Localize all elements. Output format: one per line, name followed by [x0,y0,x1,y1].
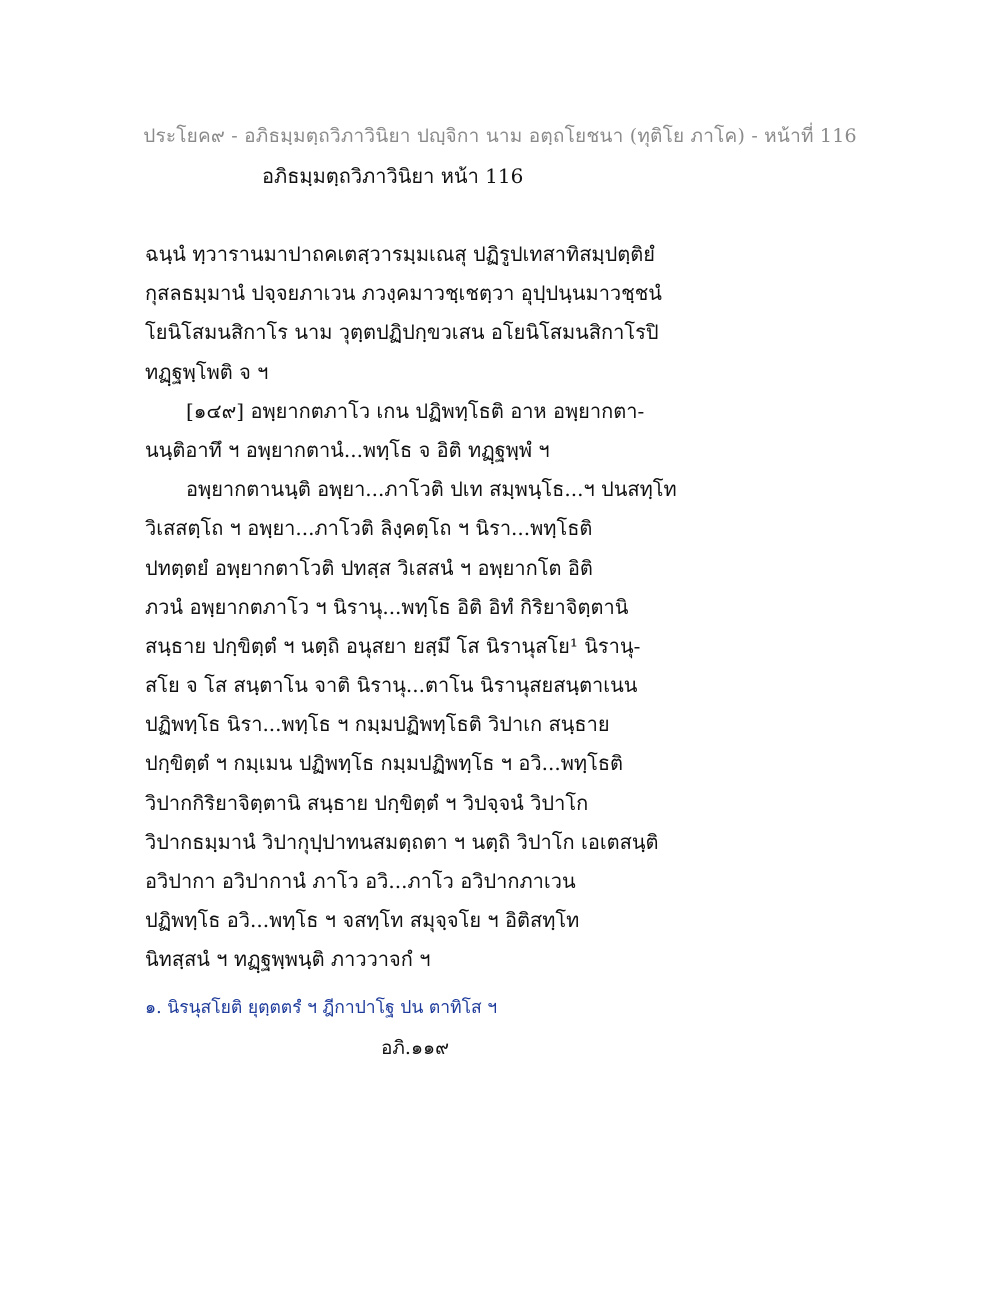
text-line: ปฏิพทฺโธ อวิ...พทฺโธ ฯ จสทฺโท สมุจฺจโย ฯ อิติสทฺโท [145,908,580,933]
text-line: วิปากธมฺมานํ วิปากุปฺปาทนสมตฺถตา ฯ นตฺถิ วิปาโก เอเตสนฺติ [145,829,659,854]
text-line: อวิปากา อวิปากานํ ภาโว อวิ...ภาโว อวิปากภาเวน [145,869,576,893]
running-header: ประโยค๙ - อภิธมฺมตฺถวิภาวินิยา ปญฺจิกา นาม อตฺถโยชนา (ทุติโย ภาโค) - หน้าที่ 116 [143,125,857,147]
text-line: ปทตฺตยํ อพฺยากตาโวติ ปทสฺส วิเสสนํ ฯ อพฺยากโต อิติ [145,555,593,580]
paragraph-start-line: [๑๔๙] อพฺยากตภาโว เกน ปฏิพทฺโธติ อาห อพฺยากตา- [186,398,645,423]
text-line: ปฏิพทฺโธ นิรา...พทฺโธ ฯ กมฺมปฏิพทฺโธติ วิปาเก สนฺธาย [145,712,610,737]
page-reference: อภิ.๑๑๙ [381,1037,450,1059]
page-title: อภิธมฺมตฺถวิภาวินิยา หน้า 116 [262,164,524,188]
text-line: โยนิโสมนสิกาโร นาม วุตฺตปฏิปกฺขวเสน อโยนิโสมนสิกาโรปิ [145,320,659,345]
footnote: ๑. นิรนุสโยติ ยุตฺตตรํ ฯ ฎีกาปาโฐ ปน ตาทิโส ฯ [145,998,498,1018]
text-line: วิปากกิริยาจิตฺตานิ สนฺธาย ปกฺขิตฺตํ ฯ วิปจฺจนํ วิปาโก [145,790,589,815]
text-line: ภวนํ อพฺยากตภาโว ฯ นิรานุ...พทฺโธ อิติ อิทํ กิริยาจิตฺตานิ [145,594,629,619]
paragraph-start-line: อพฺยากตานนฺติ อพฺยา...ภาโวติ ปเท สมฺพนฺโธ...ฯ ปนสทฺโท [186,477,677,502]
text-line: สนฺธาย ปกฺขิตฺตํ ฯ นตฺถิ อนุสยา ยสฺมึ โส นิรานุสโย¹ นิรานุ- [145,633,641,658]
text-line: นิทสฺสนํ ฯ ทฏฺฐพฺพนฺติ ภาววาจกํ ฯ [145,947,431,972]
text-line: ฉนฺนํ ทฺวารานมาปาถคเตสฺวารมฺมเณสุ ปฏิรูปเทสาทิสมฺปตฺติยํ [145,242,655,266]
text-line: นนฺติอาทึ ฯ อพฺยากตานํ...พทฺโธ จ อิติ ทฏฺฐพฺพํ ฯ [145,437,550,462]
text-line: ทฏฺฐพฺโพติ จ ฯ [145,359,269,384]
text-line: วิเสสตฺโถ ฯ อพฺยา...ภาโวติ ลิงฺคตฺโถ ฯ นิรา...พทฺโธติ [145,516,593,541]
text-line: ปกฺขิตฺตํ ฯ กมฺเมน ปฏิพทฺโธ กมฺมปฏิพทฺโธ ฯ อวิ...พทฺโธติ [145,751,624,776]
text-line: สโย จ โส สนฺตาโน จาติ นิรานุ...ตาโน นิรานุสยสนฺตาเนน [145,673,638,698]
text-line: กุสลธมฺมานํ ปจฺจยภาเวน ภวงฺคมาวชฺเชตฺวา อุปฺปนฺนมาวชฺชนํ [145,281,662,306]
body-text [145,235,865,980]
